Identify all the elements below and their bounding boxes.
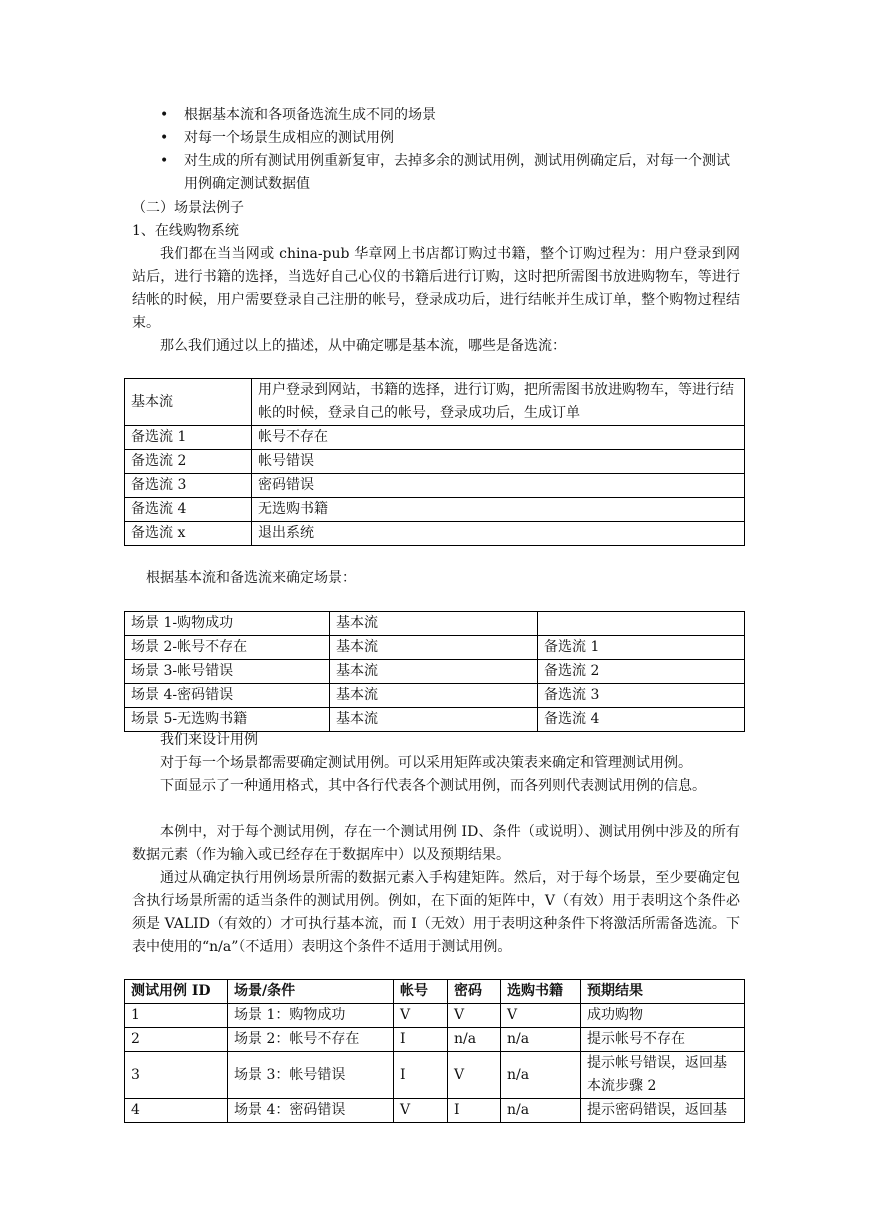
basic-flow-cell: 基本流 <box>330 612 538 636</box>
bullet-item <box>160 127 740 150</box>
account-cell: V <box>394 1004 448 1028</box>
scenarios-table <box>124 611 745 732</box>
paragraph-example: 本例中，对于每个测试用例，存在一个测试用例 ID、条件（或说明）、测试用例中涉及的所有数据元素（作为输入或已经存在于数据库中）以及预期结果。 <box>132 824 740 863</box>
scenario-cell: 场景 1-购物成功 <box>125 612 330 636</box>
table-row <box>125 379 745 426</box>
column-header: 测试用例 ID <box>125 980 228 1004</box>
flow-name-cell: 备选流 1 <box>125 426 252 450</box>
question-line: 那么我们通过以上的描述，从中确定哪是基本流，哪些是备选流： <box>160 338 566 354</box>
table-row <box>125 426 745 450</box>
bullet-dot: • <box>160 153 169 169</box>
basic-flow-cell: 基本流 <box>330 660 538 684</box>
account-cell: I <box>394 1028 448 1052</box>
bullet-item <box>160 104 740 127</box>
scenario-cell: 场景 2-帐号不存在 <box>125 636 330 660</box>
column-header: 场景/条件 <box>228 980 394 1004</box>
scenario-cell: 场景 5-无选购书籍 <box>125 708 330 732</box>
flow-desc-cell: 用户登录到网站，书籍的选择，进行订购，把所需图书放进购物车，等进行结帐的时候，登录自己的帐号，登录成功后，生成订单 <box>252 379 745 426</box>
account-cell: I <box>394 1052 448 1099</box>
expected-result-cell: 提示帐号不存在 <box>581 1028 745 1052</box>
column-header: 密码 <box>448 980 501 1004</box>
design-line: 我们来设计用例 <box>160 732 258 748</box>
case-id-cell: 3 <box>125 1052 228 1099</box>
bullet-dot: • <box>160 130 169 146</box>
basic-flow-cell: 基本流 <box>330 636 538 660</box>
scenario-cell: 场景 3-帐号错误 <box>125 660 330 684</box>
intro-paragraph: 我们都在当当网或 china-pub 华章网上书店都订购过书籍，整个订购过程为：用户登录到网站后，进行书籍的选择，当选好自己心仪的书籍后进行订购，这时把所需图书放进购物车，等进行结帐的时候，用户需要登录自己注册的帐号，登录成功后，进行结帐并生成订单，整个购物过程结束。 <box>132 246 740 331</box>
password-cell: I <box>448 1099 501 1123</box>
bullet-text: 根据基本流和各项备选流生成不同的场景 <box>184 107 436 123</box>
scenario-intro: 根据基本流和备选流来确定场景： <box>146 570 356 586</box>
books-cell: n/a <box>501 1028 581 1052</box>
password-cell: n/a <box>448 1028 501 1052</box>
table-row <box>125 474 745 498</box>
column-header: 选购书籍 <box>501 980 581 1004</box>
table-row <box>125 498 745 522</box>
scenario-cell: 场景 4：密码错误 <box>228 1099 394 1123</box>
flow-name-cell: 备选流 3 <box>125 474 252 498</box>
books-cell: n/a <box>501 1052 581 1099</box>
expected-result-cell: 成功购物 <box>581 1004 745 1028</box>
flow-desc-cell: 帐号不存在 <box>252 426 745 450</box>
section-heading: （二）场景法例子 <box>132 200 244 216</box>
scenario-cell: 场景 4-密码错误 <box>125 684 330 708</box>
case-id-cell: 1 <box>125 1004 228 1028</box>
table-header-row <box>125 980 745 1004</box>
flow-desc-cell: 无选购书籍 <box>252 498 745 522</box>
alt-flow-cell: 备选流 4 <box>538 708 745 732</box>
steps-bullet-list <box>160 104 740 196</box>
table-row <box>125 1099 745 1123</box>
example-title: 1、在线购物系统 <box>132 223 239 239</box>
password-cell: V <box>448 1004 501 1028</box>
paragraph-build-matrix: 通过从确定执行用例场景所需的数据元素入手构建矩阵。然后，对于每个场景，至少要确定包含执行场景所需的适当条件的测试用例。例如，在下面的矩阵中，V（有效）用于表明这个条件必须是 VALID（有效的）才可执行基本流，而 I（无效）用于表明这种条件下将激活所需备选流。下表中使用的“n/a”（不适用）表明这个条件不适用于测试用例。 <box>132 870 740 955</box>
column-header: 帐号 <box>394 980 448 1004</box>
scenario-cell: 场景 1：购物成功 <box>228 1004 394 1028</box>
books-cell: V <box>501 1004 581 1028</box>
case-id-cell: 4 <box>125 1099 228 1123</box>
bullet-item <box>160 150 740 196</box>
paragraph-matrix: 对于每一个场景都需要确定测试用例。可以采用矩阵或决策表来确定和管理测试用例。 <box>160 755 692 771</box>
alt-flow-cell <box>538 612 745 636</box>
alt-flow-cell: 备选流 3 <box>538 684 745 708</box>
basic-flow-cell: 基本流 <box>330 684 538 708</box>
table-row <box>125 522 745 546</box>
flow-name-cell: 基本流 <box>125 379 252 426</box>
books-cell: n/a <box>501 1099 581 1123</box>
table-row <box>125 612 745 636</box>
bullet-text: 对生成的所有测试用例重新复审，去掉多余的测试用例，测试用例确定后，对每一个测试用例确定测试数据值 <box>184 153 730 192</box>
flow-name-cell: 备选流 x <box>125 522 252 546</box>
table-row <box>125 1028 745 1052</box>
expected-result-cell: 提示帐号错误，返回基本流步骤 2 <box>581 1052 745 1099</box>
table-row <box>125 684 745 708</box>
flow-desc-cell: 退出系统 <box>252 522 745 546</box>
alt-flow-cell: 备选流 2 <box>538 660 745 684</box>
table-row <box>125 636 745 660</box>
table-row <box>125 660 745 684</box>
flow-name-cell: 备选流 4 <box>125 498 252 522</box>
flow-desc-cell: 帐号错误 <box>252 450 745 474</box>
password-cell: V <box>448 1052 501 1099</box>
basic-flow-cell: 基本流 <box>330 708 538 732</box>
bullet-text: 对每一个场景生成相应的测试用例 <box>184 130 394 146</box>
scenario-cell: 场景 2：帐号不存在 <box>228 1028 394 1052</box>
flow-name-cell: 备选流 2 <box>125 450 252 474</box>
table-row <box>125 1052 745 1099</box>
flow-desc-cell: 密码错误 <box>252 474 745 498</box>
scenario-cell: 场景 3：帐号错误 <box>228 1052 394 1099</box>
bullet-dot: • <box>160 107 169 123</box>
test-cases-table <box>124 979 745 1123</box>
expected-result-cell: 提示密码错误，返回基 <box>581 1099 745 1123</box>
account-cell: V <box>394 1099 448 1123</box>
case-id-cell: 2 <box>125 1028 228 1052</box>
table-row <box>125 450 745 474</box>
paragraph-format: 下面显示了一种通用格式，其中各行代表各个测试用例，而各列则代表测试用例的信息。 <box>160 778 706 794</box>
column-header: 预期结果 <box>581 980 745 1004</box>
flows-table <box>124 378 745 546</box>
table-row <box>125 1004 745 1028</box>
alt-flow-cell: 备选流 1 <box>538 636 745 660</box>
table-row <box>125 708 745 732</box>
